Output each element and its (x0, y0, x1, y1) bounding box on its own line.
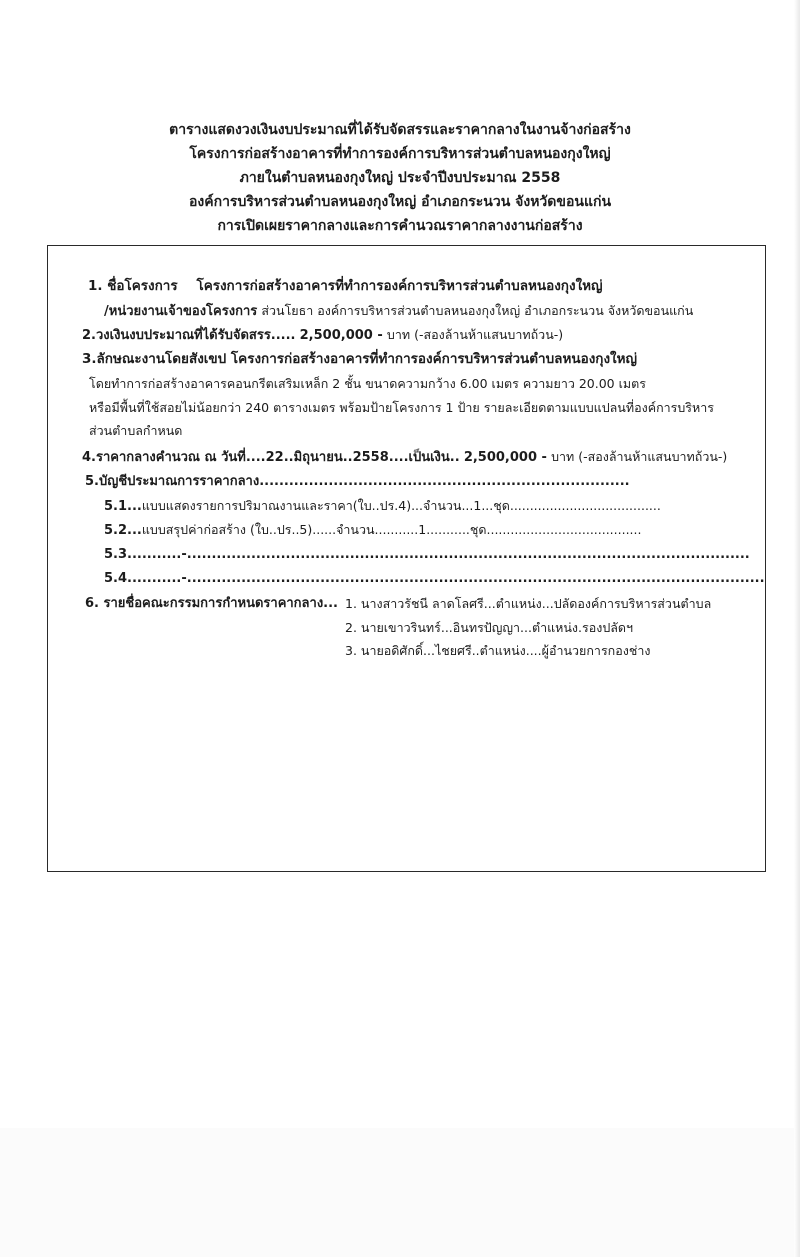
scope-row (82, 349, 637, 369)
budget-amount: 2,500,000 - (299, 328, 383, 343)
estimate-item-number: 5.4........... (104, 571, 182, 586)
project-name-label: 1. ชื่อโครงการ (88, 278, 178, 294)
scope-description-line: ส่วนตำบลกำหนด (89, 423, 183, 438)
project-owner-label: /หน่วยงานเจ้าของโครงการ (104, 304, 258, 319)
project-name-row (88, 276, 603, 296)
estimate-list-item (104, 569, 765, 589)
budget-label: 2.วงเงินงบประมาณที่ได้รับจัดสรร..... (82, 328, 296, 343)
header-line: องค์การบริหารส่วนตำบลหนองกุงใหญ่ อำเภอกระนวน จังหวัดขอนแก่น (188, 194, 612, 210)
committee-member: 2. นายเขาวรินทร์...อินทรปัญญา...ตำแหน่ง.รองปลัดฯ (345, 620, 634, 635)
header-line: ภายในตำบลหนองกุงใหญ่ ประจำปีงบประมาณ 2558 (239, 170, 561, 186)
reference-price-label: 4.ราคากลางคำนวณ ณ วันที่....22..มิถุนายน..2558....เป็นเงิน.. (82, 450, 460, 465)
reference-price-amount: 2,500,000 - (463, 450, 547, 465)
committee-heading: 6. รายชื่อคณะกรรมการกำหนดราคากลาง... (85, 596, 338, 611)
scope-label: 3.ลักษณะงานโดยสังเขป (82, 351, 227, 367)
project-name-value: โครงการก่อสร้างอาคารที่ทำการองค์การบริหารส่วนตำบลหนองกุงใหญ่ (196, 278, 603, 294)
estimate-item-text: -..................................................................................................................... (181, 571, 765, 586)
estimate-item-number: 5.3........... (104, 547, 182, 562)
estimate-item-number: 5.2... (104, 523, 142, 538)
budget-suffix: บาท (-สองล้านห้าแสนบาทถ้วน-) (386, 327, 564, 342)
estimate-list-item (104, 545, 750, 565)
estimate-item-text: แบบแสดงรายการปริมาณงานและราคา(ใบ..ปร.4)...จำนวน...1...ชุด...................................... (141, 498, 661, 513)
scope-description-line: โดยทำการก่อสร้างอาคารคอนกรีตเสริมเหล็ก 2 ชั้น ขนาดความกว้าง 6.00 เมตร ความยาว 20.00 เมตร (89, 376, 646, 391)
estimate-list-item (104, 496, 661, 517)
page-bottom-margin (0, 1128, 800, 1257)
committee-member: 1. นางสาวรัชนี ลาดโลศรี...ตำแหน่ง...ปลัดองค์การบริหารส่วนตำบล (345, 596, 712, 611)
header-line: โครงการก่อสร้างอาคารที่ทำการองค์การบริหารส่วนตำบลหนองกุงใหญ่ (189, 146, 611, 162)
header-line: การเปิดเผยราคากลางและการคำนวณราคากลางงานก่อสร้าง (217, 218, 583, 234)
scope-description-line: หรือมีพื้นที่ใช้สอยไม่น้อยกว่า 240 ตารางเมตร พร้อมป้ายโครงการ 1 ป้าย รายละเอียดตามแบบแปลนที่องค์การบริหาร (89, 400, 714, 415)
reference-price-suffix: บาท (-สองล้านห้าแสนบาทถ้วน-) (551, 449, 728, 464)
project-owner-value: ส่วนโยธา องค์การบริหารส่วนตำบลหนองกุงใหญ่ อำเภอกระนวน จังหวัดขอนแก่น (261, 303, 694, 318)
project-owner-row (104, 301, 693, 322)
estimate-item-text: แบบสรุปค่าก่อสร้าง (ใบ..ปร..5)......จำนวน...........1...........ชุด....................................... (141, 522, 642, 537)
header-line: ตารางแสดงวงเงินงบประมาณที่ได้รับจัดสรรและราคากลางในงานจ้างก่อสร้าง (169, 122, 631, 138)
document-header (0, 118, 800, 238)
budget-row (82, 325, 563, 346)
scope-value: โครงการก่อสร้างอาคารที่ทำการองค์การบริหารส่วนตำบลหนองกุงใหญ่ (230, 351, 638, 367)
estimate-item-number: 5.1... (104, 499, 142, 514)
estimate-item-text: -.................................................................................................................. (181, 547, 750, 562)
estimate-list-item (104, 520, 641, 541)
committee-member: 3. นายอดิศักดิ์...ไชยศรี..ตำแหน่ง....ผู้อำนวยการกองช่าง (345, 643, 651, 658)
reference-price-row (82, 447, 727, 468)
estimate-list-heading: 5.บัญชีประมาณการราคากลาง........................................................................... (85, 474, 630, 489)
